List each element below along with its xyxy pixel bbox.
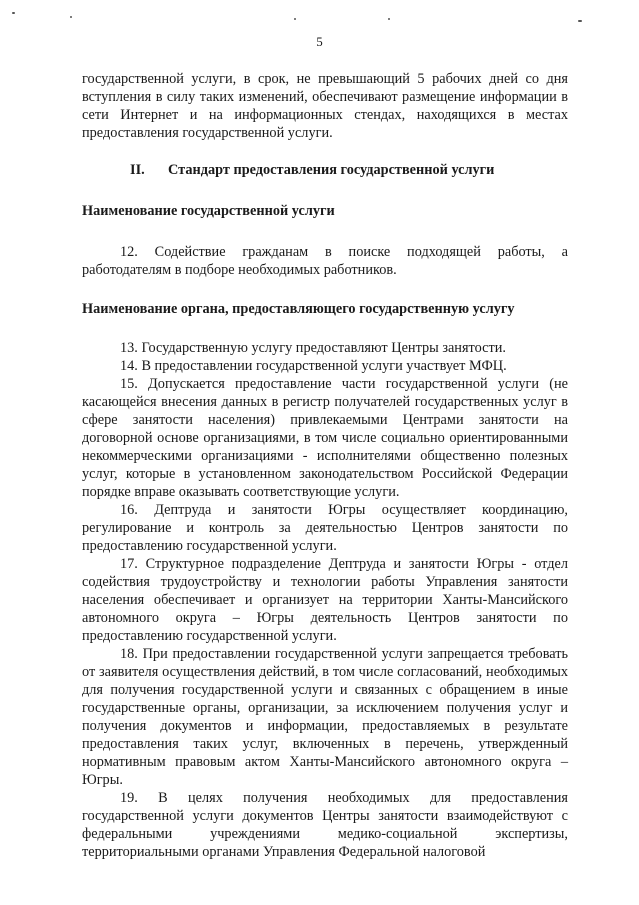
paragraph-15: 15. Допускается предоставление части государственной услуги (не касающейся внесения данных в регистр получателей государственных услуг в сфере занятости населения) привлекаемыми Центрами занятости на договорной основе организациями, в том числе социально ориентированными некоммерческими организациями - исполнителями общественно полезных услуг, которые в установленном законодательством Российской Федерации порядке вправе оказывать соответствующие услуги.	[82, 376, 568, 500]
scan-artifact	[578, 20, 582, 22]
intro-paragraph: государственной услуги, в срок, не превышающий 5 рабочих дней со дня вступления в силу таких изменений, обеспечивают размещение информации в сети Интернет и на информационных стендах, находящихся в местах предоставления государственной услуги.	[82, 71, 568, 141]
section-heading	[82, 161, 568, 179]
paragraph-18: 18. При предоставлении государственной услуги запрещается требовать от заявителя осуществления действий, в том числе согласований, необходимых для получения государственной услуги и связанных с обращением в иные государственные органы, организации, за исключением получения услуг и получения документов и информации, предоставляемых в результате предоставления таких услуг, включенных в перечень, утвержденный нормативным правовым актом Ханты-Мансийского автономного округа – Югры.	[82, 646, 568, 788]
scan-artifact	[294, 18, 296, 20]
page-number: 5	[316, 34, 323, 49]
paragraph-12: 12. Содействие гражданам в поиске подходящей работы, а работодателям в подборе необходимых работников.	[82, 244, 568, 278]
subheading-service-name: Наименование государственной услуги	[82, 203, 335, 219]
paragraph-19: 19. В целях получения необходимых для предоставления государственной услуги документов Центры занятости взаимодействуют с федеральными учреждениями медико-социальной экспертизы, территориальными органами Управления Федеральной налоговой	[82, 790, 568, 860]
paragraph-14: 14. В предоставлении государственной услуги участвует МФЦ.	[120, 358, 507, 374]
section-title: Стандарт предоставления государственной услуги	[168, 162, 495, 178]
scan-artifact	[70, 16, 72, 18]
paragraph-17: 17. Структурное подразделение Дептруда и занятости Югры - отдел содействия трудоустройству и технологии работы Управления занятости населения обеспечивает и организует на территории Ханты-Мансийского автономного округа – Югры деятельность Центров занятости по предоставлению государственной услуги.	[82, 556, 568, 644]
document-body	[82, 70, 568, 861]
paragraph-13: 13. Государственную услугу предоставляют Центры занятости.	[120, 340, 506, 356]
section-number: II.	[130, 162, 145, 178]
scan-artifact	[388, 18, 390, 20]
subheading-provider-body: Наименование органа, предоставляющего государственную услугу	[82, 301, 515, 317]
paragraph-16: 16. Дептруда и занятости Югры осуществляет координацию, регулирование и контроль за деятельностью Центров занятости по предоставлению государственной услуги.	[82, 502, 568, 554]
scan-artifact	[12, 12, 15, 14]
